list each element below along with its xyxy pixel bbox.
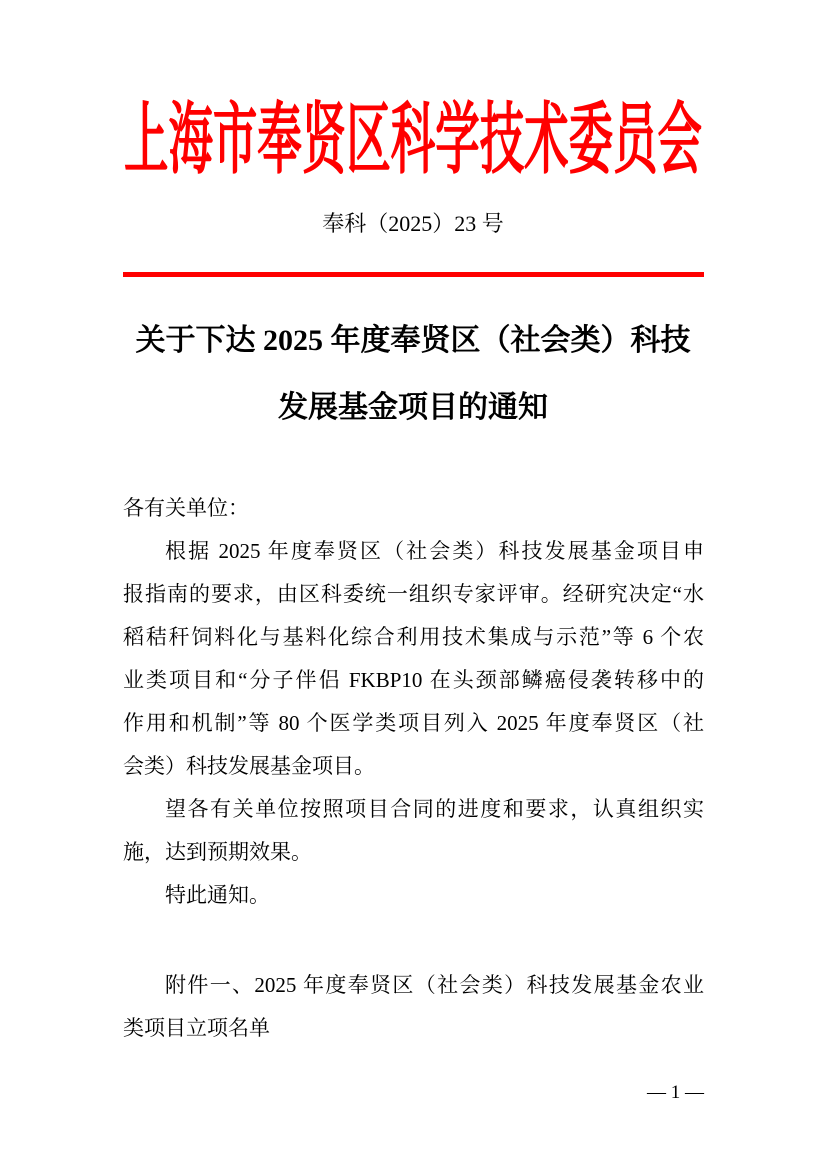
document-number: 奉科（2025）23 号 [322, 211, 504, 236]
red-separator-line [123, 272, 704, 277]
document-title-line-1: 关于下达 2025 年度奉贤区（社会类）科技 [135, 324, 691, 357]
body-text-line: 会类）科技发展基金项目。 [123, 754, 375, 778]
body-text-line: 稻秸秆饲料化与基料化综合利用技术集成与示范”等 6 个农 [123, 625, 704, 649]
attachment-text-line: 类项目立项名单 [123, 1016, 270, 1040]
body-text-line: 作用和机制”等 80 个医学类项目列入 2025 年度奉贤区（社 [123, 711, 704, 735]
attachment-note [123, 964, 704, 1050]
body-text-line: 特此通知。 [165, 883, 270, 907]
issuing-agency-title: 上海市奉贤区科学技术委员会 [124, 96, 703, 183]
page-number: — 1 — [647, 1082, 704, 1103]
body-text-line: 各有关单位： [123, 496, 249, 520]
body-text-line: 施，达到预期效果。 [123, 840, 312, 864]
document-title [0, 307, 826, 441]
attachment-text-line: 附件一、2025 年度奉贤区（社会类）科技发展基金农业 [165, 973, 704, 997]
body-text-line: 报指南的要求，由区科委统一组织专家评审。经研究决定“水 [123, 582, 704, 606]
body-text-line: 根据 2025 年度奉贤区（社会类）科技发展基金项目申 [165, 539, 704, 563]
issuing-agency-banner [0, 94, 826, 186]
body-text-line: 业类项目和“分子伴侣 FKBP10 在头颈部鳞癌侵袭转移中的 [123, 668, 704, 692]
body-text-line: 望各有关单位按照项目合同的进度和要求，认真组织实 [165, 797, 704, 821]
document-title-line-2: 发展基金项目的通知 [278, 391, 548, 424]
document-body [123, 487, 704, 917]
